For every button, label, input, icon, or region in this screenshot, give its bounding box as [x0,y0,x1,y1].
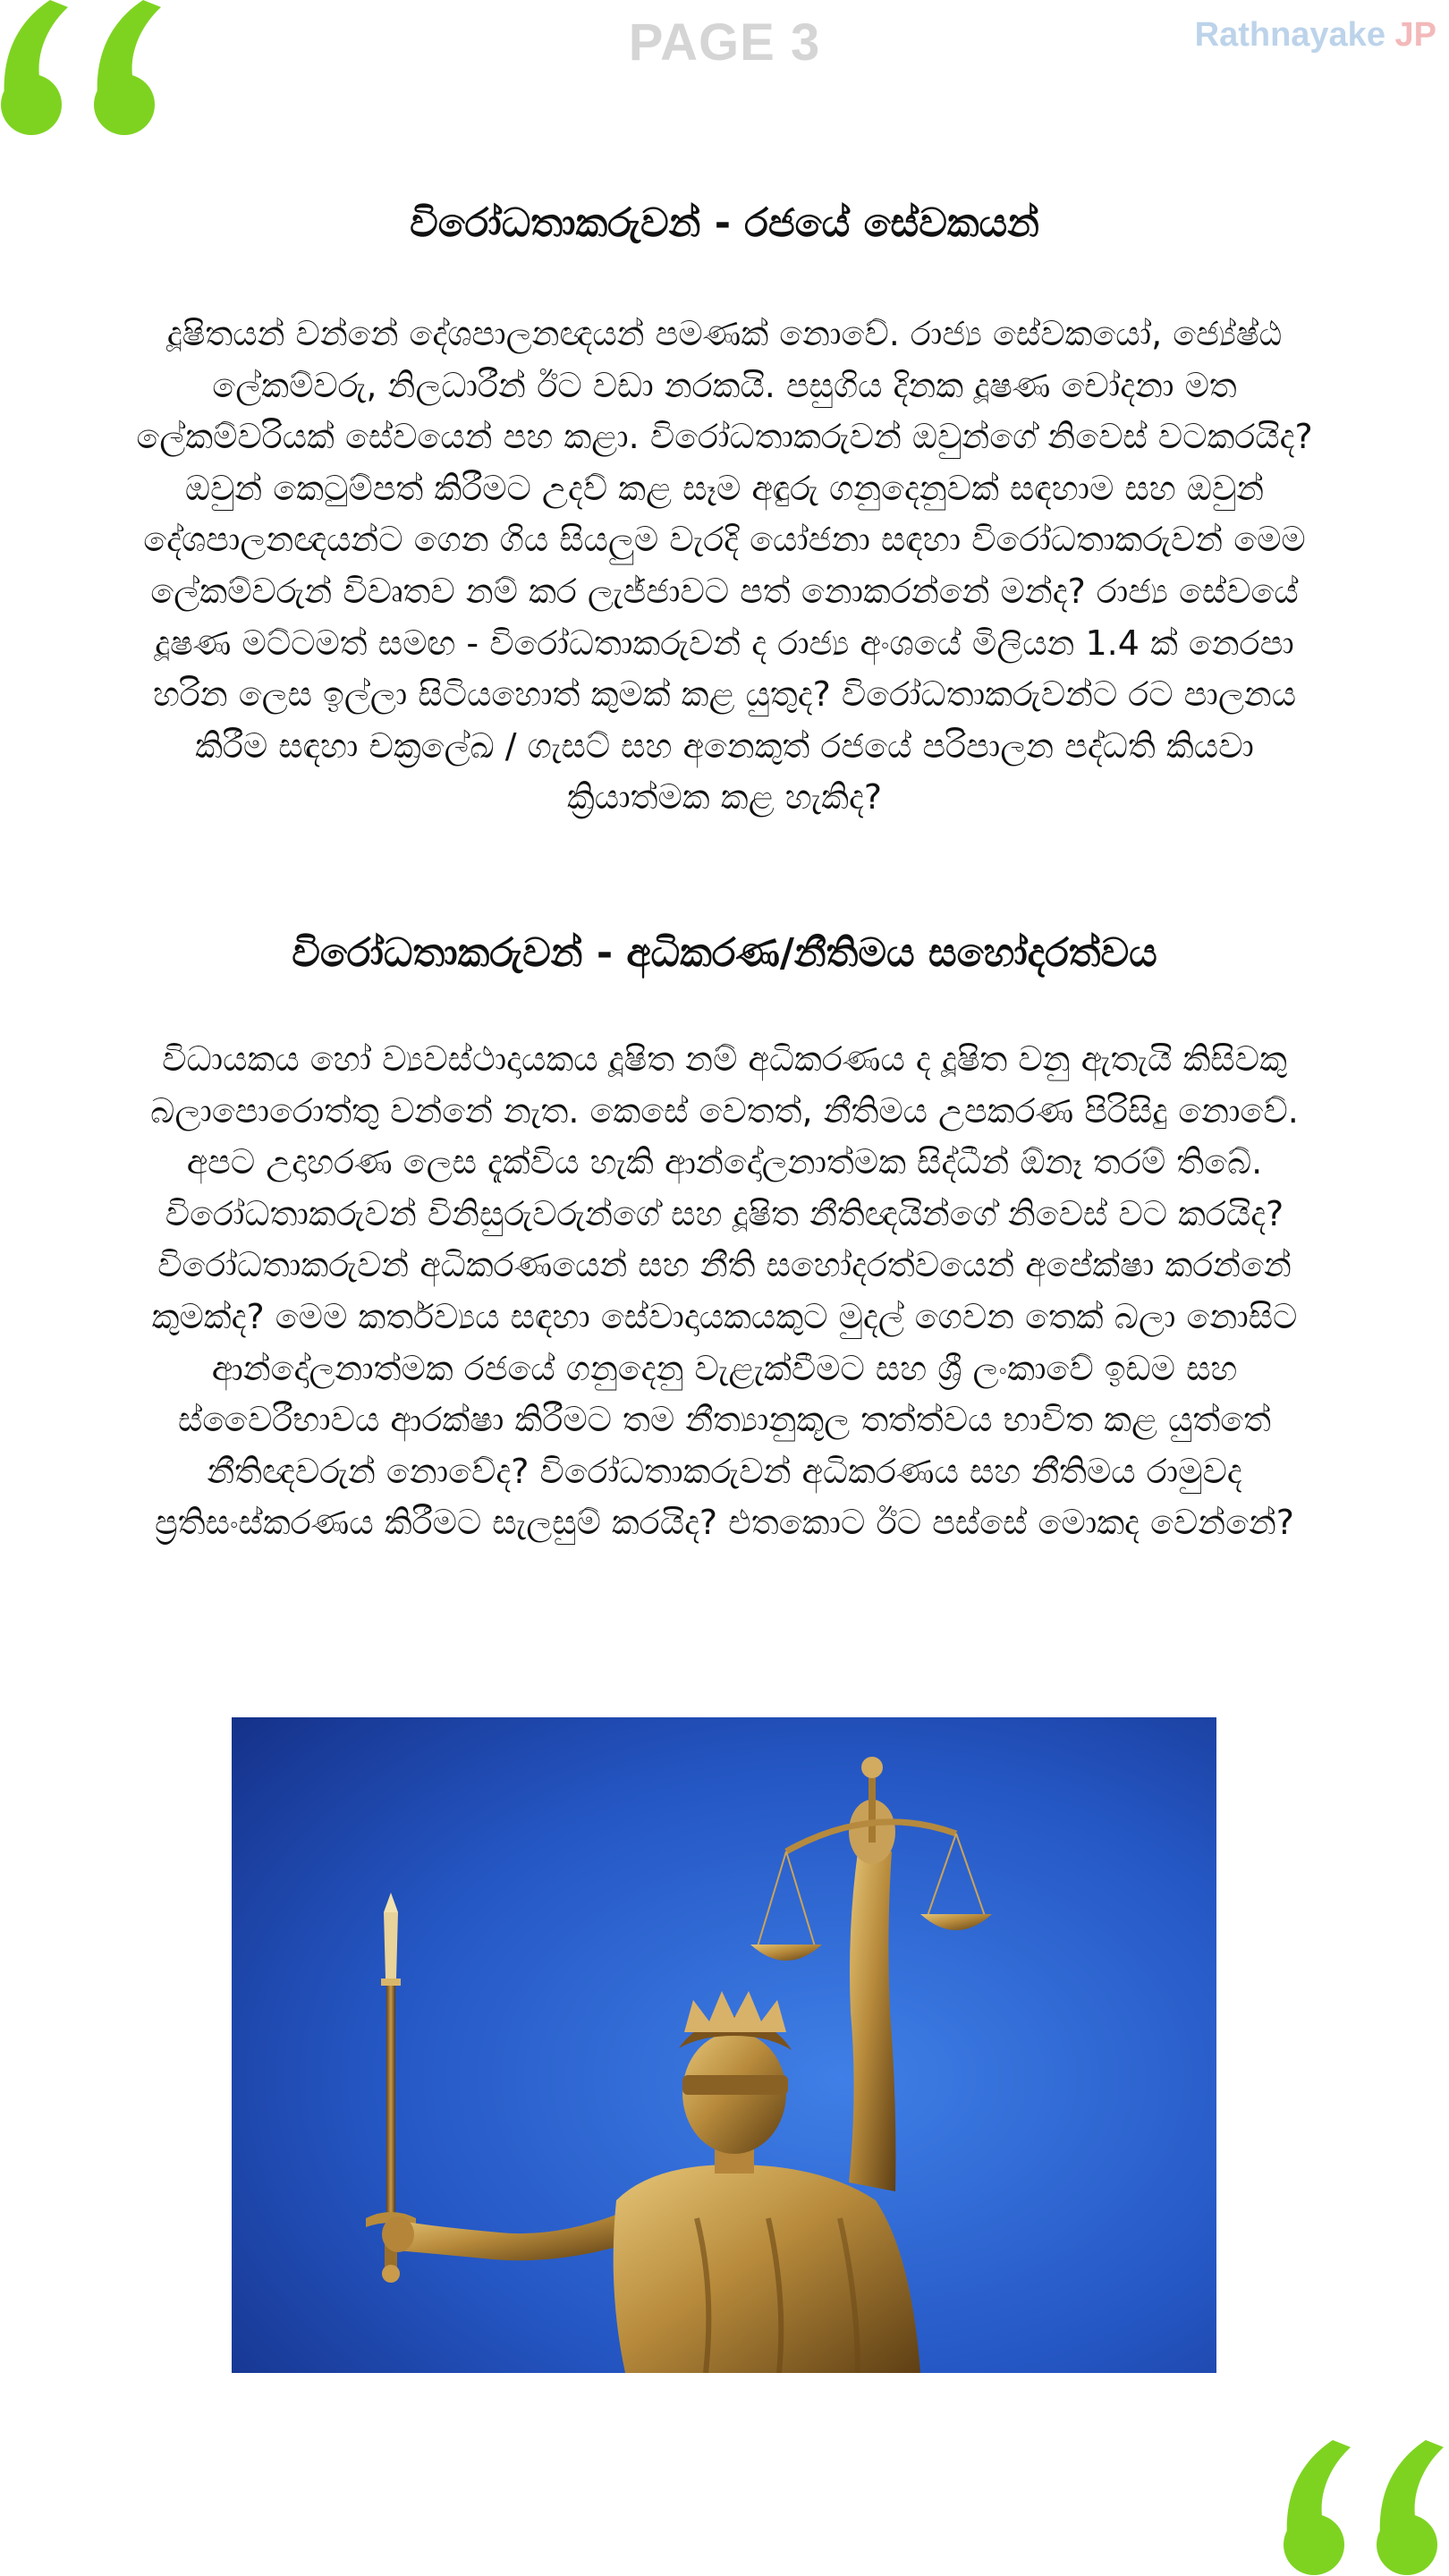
body-line: හරින ලෙස ඉල්ලා සිටියහොත් කුමක් කළ යුතුද? විරෝධතාකරුවන්ට රට පාලනය [152,674,1297,715]
body-line: දූෂිතයන් වන්නේ දේශපාලනඥයන් පමණක් නොවේ. රාජ්‍ය සේවකයෝ, ජ්‍යේෂ්ඨ [166,314,1283,353]
scales-arm [849,1852,895,2191]
page-number-label: PAGE 3 [628,13,821,72]
body-line: ලේකම්වරු, නිලධාරීන් ඊට වඩා නරකයි. පසුගිය දිනක දූෂණ චෝදනා මත [212,365,1237,405]
blindfold [682,2075,788,2095]
body-line: ආන්දෝලනාත්මක රජයේ ගනුදෙනු වැළැක්වීමට සහ ශ්‍රී ලංකාවේ ඉඩම සහ [211,1348,1238,1388]
body-line: ස්වෛරීභාවය ආරක්ෂා කිරීමට තම නීත්‍යානුකූල තත්ත්වය භාවිත කළ යුත්තේ [177,1400,1271,1440]
body-line: නීතිඥවරුන් නොවේද? විරෝධතාකරුවන් අධිකරණය සහ නීතිමය රාමුවද [207,1451,1242,1491]
body-line: ප්‍රතිසංස්කරණය කිරීමට සැලසුම් කරයිද? එතකොට ඊට පස්සේ මොකද වෙන්නේ? [155,1503,1294,1543]
body-line: කිරීම සඳහා චක්‍රලේඛ / ගැසට් සහ අනෙකුත් රජයේ පරිපාලන පද්ධති කියවා [195,725,1254,766]
body-line: බලාපොරොත්තු වන්නේ නැත. කෙසේ වෙතත්, නීතිමය උපකරණ පිරිසිදු නොවේ. [150,1090,1299,1131]
body-line: ක්‍රියාත්මක කළ හැකිද? [566,777,883,818]
brand-suffix: JP [1394,16,1436,54]
section-body-judiciary [0,1034,1449,1549]
section-title-public-servants: විරෝධතාකරුවන් - රජයේ සේවකයන් [410,200,1039,246]
brand-name: Rathnayake [1194,16,1385,54]
justice-statue-photo [232,1717,1216,2373]
section-body-public-servants [0,309,1449,824]
body-line: ලේකම්වරියක් සේවයෙන් පහ කළා. විරෝධතාකරුවන් ඔවුන්ගේ නිවෙස් වටකරයිද? [136,417,1313,457]
body-line: විධායකය හෝ ව්‍යවස්ථාදායකය දූෂිත නම් අධිකරණය ද දූෂිත වනු ඇතැයි කිසිවකු [162,1039,1287,1079]
body-line: අපට උදාහරණ ලෙස දැක්විය හැකි ආන්දෝලනාත්මක සිද්ධීන් ඕනෑ තරම් තිබේ. [186,1142,1263,1182]
body-line: ලේකම්වරුන් විවෘතව නම් කර ලැජ්ජාවට පත් නොකරන්නේ මන්ද? රාජ්‍ය සේවයේ [150,571,1299,611]
body-line: කුමක්ද? මෙම කර්තව්‍යය සඳහා සේවාදායකයකුට මුදල් ගෙවන තෙක් බලා නොසිට [151,1296,1298,1336]
body-line: විරෝධතාකරුවන් විනිසුරුවරුන්ගේ සහ දූෂිත නීතිඥයින්ගේ නිවෙස් වට කරයිද? [165,1193,1284,1233]
quote-mark-icon [1283,2440,1449,2576]
section-title-judiciary: විරෝධතාකරුවන් - අධිකරණ/නීතිමය සහෝදරත්වය [292,930,1157,976]
brand-watermark [1195,16,1436,55]
body-line: ඔවුන් කෙටුම්පත් කිරීමට උදව් කළ සෑම අඳුරු ගනුදෙනුවක් සඳහාම සහ ඔවුන් [184,468,1265,508]
body-line: විරෝධතාකරුවන් අධිකරණයෙන් සහ නීති සහෝදරත්වයෙන් අපේක්ෂා කරන්නේ [157,1245,1292,1285]
body-line: දූෂණ මට්ටමත් සමඟ - විරෝධතාකරුවන් ද රාජ්‍ය අංශයේ මිලියන 1.4 ක් නෙරපා [155,623,1294,663]
body-line: දේශපාලනඥයන්ට ගෙන ගිය සියලුම වැරදි යෝජනා සඳහා විරෝධතාකරුවන් මෙම [143,520,1306,560]
